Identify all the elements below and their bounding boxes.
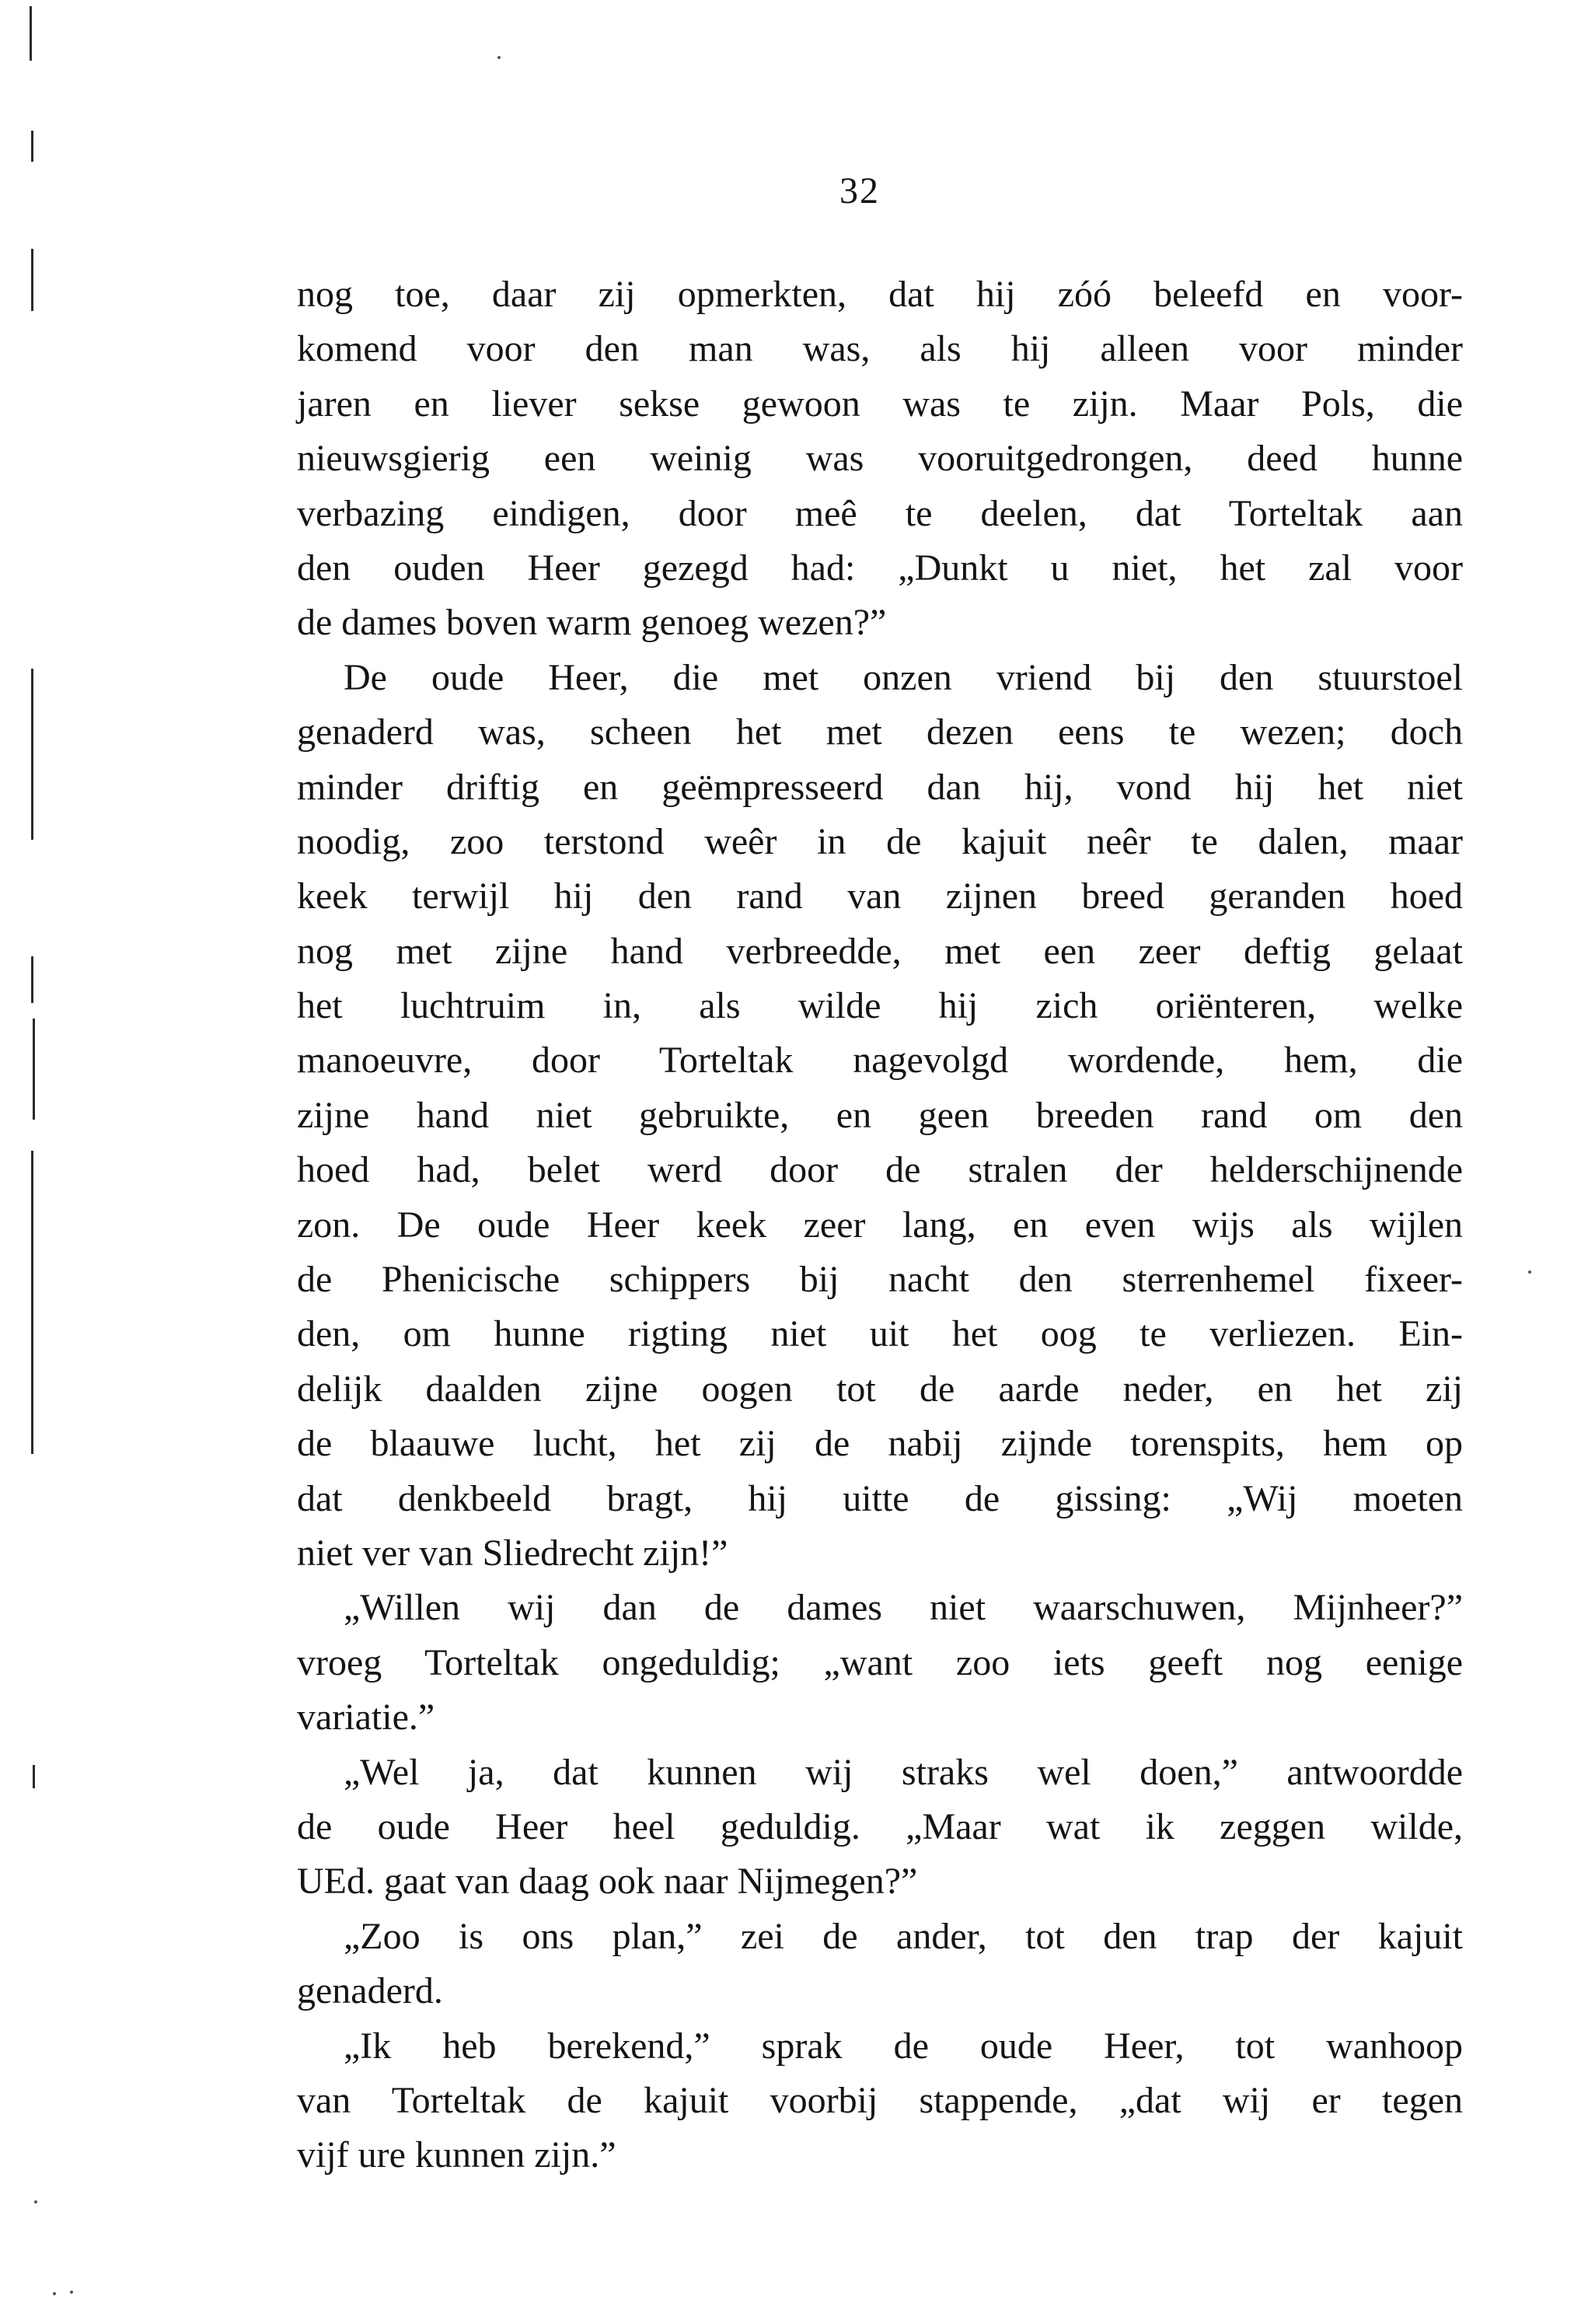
- scan-dust-mark: [497, 56, 501, 59]
- text-line: De oude Heer, die met onzen vriend bij den stuurstoel: [344, 656, 1463, 698]
- scan-gutter-mark: [33, 1765, 35, 1788]
- text-line: manoeuvre, door Torteltak nagevolgd wordende, hem, die: [297, 1040, 1463, 1082]
- text-line: den ouden Heer gezegd had: „Dunkt u niet, het zal voor: [297, 547, 1463, 589]
- scan-gutter-mark: [31, 249, 33, 311]
- text-line: „Ik heb berekend,” sprak de oude Heer, tot wanhoop: [344, 2025, 1463, 2067]
- page-number: 32: [839, 170, 880, 211]
- scan-gutter-mark: [33, 1019, 35, 1120]
- scan-gutter-mark: [31, 669, 33, 840]
- scan-gutter-mark: [31, 956, 33, 1003]
- text-line: hoed had, belet werd door de stralen der helderschijnende: [297, 1149, 1463, 1191]
- text-line: den, om hunne rigting niet uit het oog te verliezen. Ein-: [297, 1313, 1463, 1355]
- text-line: variatie.”: [297, 1697, 435, 1739]
- text-line: genaderd.: [297, 1970, 443, 2012]
- text-line: vijf ure kunnen zijn.”: [297, 2134, 616, 2176]
- text-line: de dames boven warm genoeg wezen?”: [297, 602, 887, 644]
- text-line: genaderd was, scheen het met dezen eens te wezen; doch: [297, 711, 1463, 753]
- text-line: niet ver van Sliedrecht zijn!”: [297, 1532, 728, 1574]
- scan-gutter-mark: [31, 1353, 33, 1454]
- text-line: verbazing eindigen, door meê te deelen, dat Torteltak aan: [297, 492, 1463, 534]
- body-text: [297, 267, 1463, 2183]
- text-line: komend voor den man was, als hij alleen voor minder: [297, 328, 1463, 370]
- scan-dust-mark: [70, 2291, 73, 2294]
- text-line: minder driftig en geëmpresseerd dan hij, vond hij het niet: [297, 766, 1463, 808]
- text-line: UEd. gaat van daag ook naar Nijmegen?”: [297, 1861, 918, 1903]
- scan-gutter-mark: [31, 131, 33, 162]
- text-line: de blaauwe lucht, het zij de nabij zijnde torenspits, hem op: [297, 1423, 1463, 1465]
- text-line: „Willen wij dan de dames niet waarschuwen, Mijnheer?”: [344, 1587, 1463, 1629]
- text-line: noodig, zoo terstond weêr in de kajuit neêr te dalen, maar: [297, 820, 1463, 862]
- text-line: jaren en liever sekse gewoon was te zijn. Maar Pols, die: [297, 383, 1463, 425]
- text-line: de Phenicische schippers bij nacht den sterrenhemel fixeer-: [297, 1259, 1463, 1301]
- scan-dust-mark: [34, 2200, 37, 2203]
- text-line: zijne hand niet gebruikte, en geen breeden rand om den: [297, 1094, 1463, 1136]
- scan-dust-mark: [1528, 1270, 1531, 1274]
- text-line: van Torteltak de kajuit voorbij stappende, „dat wij er tegen: [297, 2079, 1463, 2121]
- text-line: zon. De oude Heer keek zeer lang, en even wijs als wijlen: [297, 1204, 1463, 1246]
- text-line: nieuwsgierig een weinig was vooruitgedrongen, deed hunne: [297, 438, 1463, 480]
- text-line: keek terwijl hij den rand van zijnen breed geranden hoed: [297, 875, 1463, 917]
- text-line: de oude Heer heel geduldig. „Maar wat ik zeggen wilde,: [297, 1805, 1463, 1847]
- scan-gutter-mark: [30, 6, 32, 61]
- text-line: nog toe, daar zij opmerkten, dat hij zóó beleefd en voor-: [297, 274, 1463, 315]
- text-line: dat denkbeeld bragt, hij uitte de gissing: „Wij moeten: [297, 1477, 1463, 1519]
- text-line: „Wel ja, dat kunnen wij straks wel doen,” antwoordde: [344, 1751, 1463, 1793]
- text-line: „Zoo is ons plan,” zei de ander, tot den trap der kajuit: [344, 1915, 1463, 1957]
- scan-dust-mark: [53, 2292, 56, 2295]
- text-line: vroeg Torteltak ongeduldig; „want zoo iets geeft nog eenige: [297, 1641, 1463, 1683]
- text-line: delijk daalden zijne oogen tot de aarde neder, en het zij: [297, 1368, 1463, 1410]
- text-line: nog met zijne hand verbreedde, met een zeer deftig gelaat: [297, 930, 1463, 972]
- text-line: het luchtruim in, als wilde hij zich oriënteren, welke: [297, 985, 1463, 1027]
